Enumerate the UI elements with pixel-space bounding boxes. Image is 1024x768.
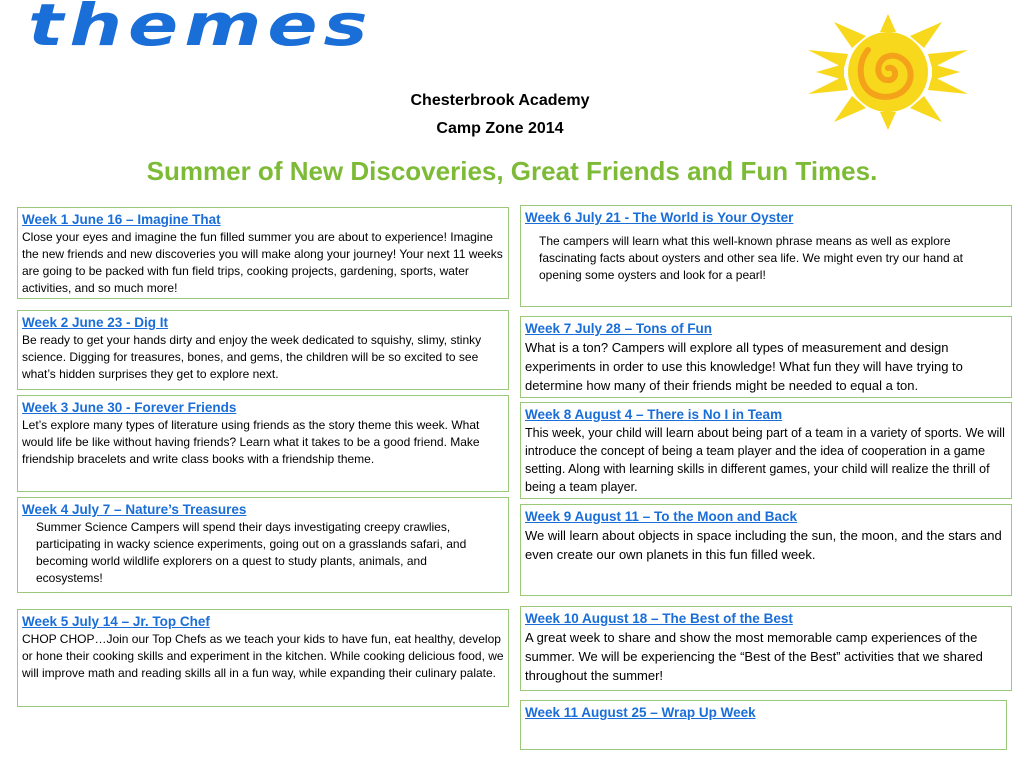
week-10-description: A great week to share and show the most memorable camp experiences of the summer. We will be experiencing the “Best of the Best” activities that we shared throughout the summer! [525,630,983,683]
week-5-description: CHOP CHOP…Join our Top Chefs as we teach your kids to have fun, eat healthy, develop or hone their cooking skills and experiment in the kitchen. While cooking delicious food, we will improve math and reading skills all in a fun way, while expanding their culinary palate. [22,632,504,680]
school-name: Chesterbrook Academy [410,92,590,109]
week-4-description: Summer Science Campers will spend their days investigating creepy crawlies, participating in wacky science experiments, going out on a grasslands safari, and becoming world wildlife explorers on a quest to study plants, animals, and ecosystems! [36,520,467,585]
week-10-title: Week 10 August 18 – The Best of the Best [525,611,793,626]
sun-icon [770,12,1000,130]
week-7-title: Week 7 July 28 – Tons of Fun [525,321,713,336]
page-subtitle: Summer of New Discoveries, Great Friends and Fun Times. [146,156,878,186]
program-name: Camp Zone 2014 [436,120,564,137]
week-3-title: Week 3 June 30 - Forever Friends [22,400,237,415]
week-6-title: Week 6 July 21 - The World is Your Oyster [525,210,794,225]
week-10-box [520,606,1012,691]
week-2-title: Week 2 June 23 - Dig It [22,315,169,330]
week-7-box [520,316,1012,398]
week-3-description: Let’s explore many types of literature using friends as the story theme this week. What would life be like without having friends? Learn what it takes to be a good friend. Make friendship bracelets and write class books with a friendship theme. [22,418,480,466]
week-6-description: The campers will learn what this well-known phrase means as well as explore fascinating facts about oysters and other sea life. We might even try our hand at opening some oysters and look for a pearl! [539,234,964,282]
week-5-title: Week 5 July 14 – Jr. Top Chef [22,614,210,629]
week-6-box [520,205,1012,307]
week-11-box [520,700,1007,750]
week-1-title: Week 1 June 16 – Imagine That [22,212,221,227]
week-3-box [17,395,509,492]
week-7-description: What is a ton? Campers will explore all types of measurement and design experiments in order to use this knowledge! What fun they will have trying to determine how many of their friends might be needed to equal a ton. [525,340,963,393]
week-8-box [520,402,1012,499]
week-4-title: Week 4 July 7 – Nature’s Treasures [22,502,247,517]
week-2-box [17,310,509,390]
week-8-description: This week, your child will learn about being part of a team in a variety of sports. We will introduce the concept of being a team player and the idea of cooperation in a game setting. Along with learning skills in different games, your child will realize the thrill of being a team player. [525,426,1005,494]
week-11-title: Week 11 August 25 – Wrap Up Week [525,705,756,720]
week-9-box [520,504,1012,596]
week-1-description: Close your eyes and imagine the fun filled summer you are about to experience! Imagine the new friends and new discoveries you will make along your journey! Your next 11 weeks are going to be packed with fun field trips, cooking projects, gardening, sports, water activities, and so much more! [22,230,503,295]
themes-title: themes [28,0,374,60]
week-9-title: Week 9 August 11 – To the Moon and Back [525,509,798,524]
week-1-box [17,207,509,299]
week-5-box [17,609,509,707]
week-9-description: We will learn about objects in space including the sun, the moon, and the stars and even create our own planets in this fun filled week. [525,528,1002,562]
week-2-description: Be ready to get your hands dirty and enjoy the week dedicated to squishy, slimy, stinky science. Digging for treasures, bones, and gems, the children will be so excited to see what’s hidden surprises they get to explore next. [22,333,482,381]
week-8-title: Week 8 August 4 – There is No I in Team [525,407,783,422]
week-4-box [17,497,509,593]
